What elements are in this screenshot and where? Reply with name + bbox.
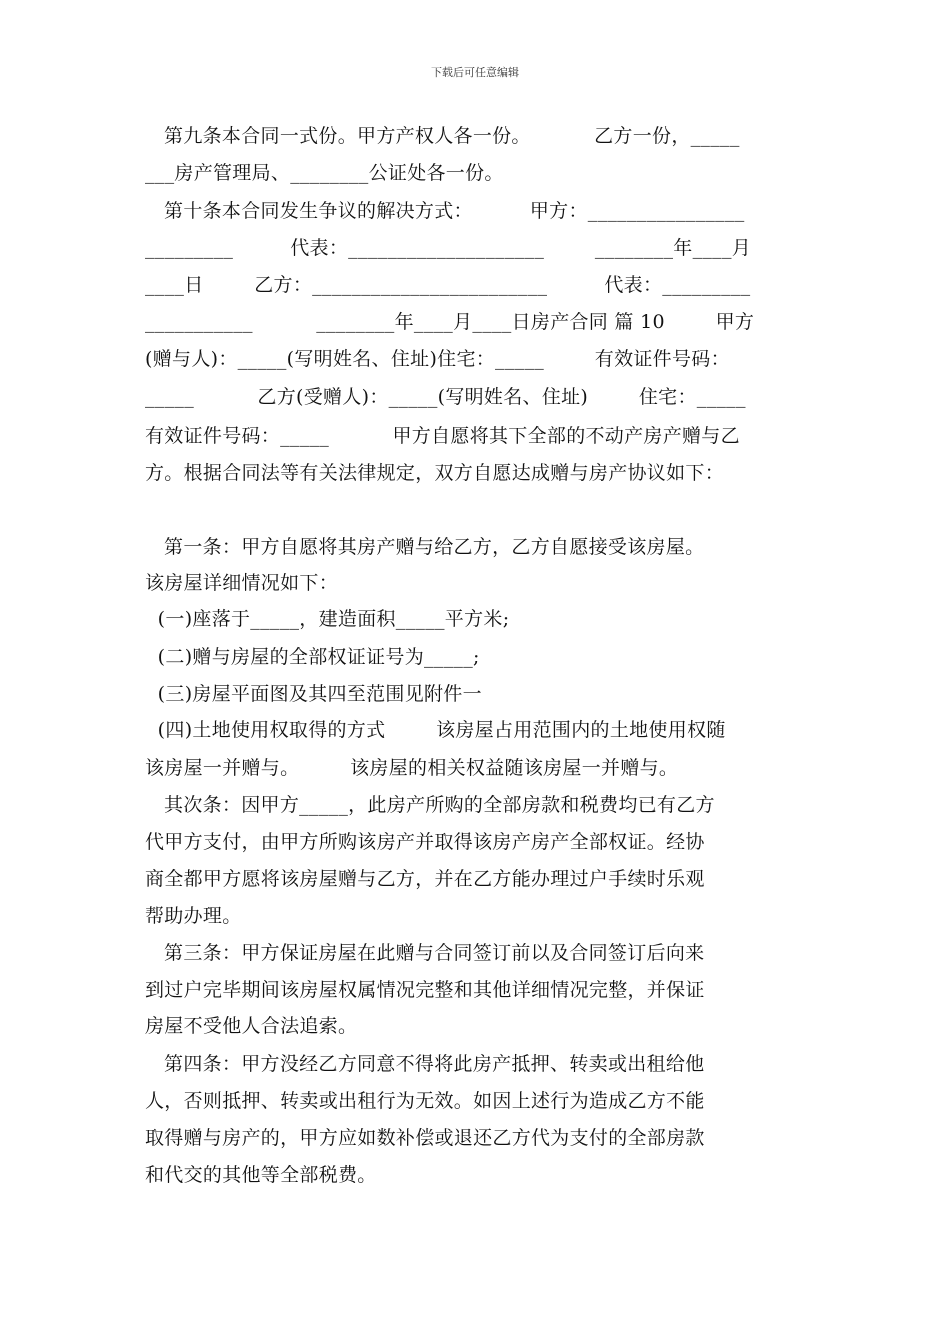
text-line: 其次条：因甲方_____，此房产所购的全部房款和税费均已有乙方 bbox=[145, 794, 715, 816]
text-line: 和代交的其他等全部税费。 bbox=[145, 1164, 377, 1186]
page-header: 下载后可任意编辑 bbox=[431, 66, 519, 79]
text-line: 第一条：甲方自愿将其房产赠与给乙方，乙方自愿接受该房屋。 bbox=[145, 536, 705, 558]
text-line: 第四条：甲方没经乙方同意不得将此房产抵押、转卖或出租给他 bbox=[145, 1053, 705, 1075]
text-line: 房屋不受他人合法追索。 bbox=[145, 1015, 358, 1037]
text-line: (二)赠与房屋的全部权证证号为_____; bbox=[145, 646, 480, 668]
text-line: ___房产管理局、________公证处各一份。 bbox=[145, 162, 504, 184]
text-line: ____日 乙方：________________________ 代表：_________ bbox=[145, 274, 751, 296]
text-line: 到过户完毕期间该房屋权属情况完整和其他详细情况完整，并保证 bbox=[145, 979, 705, 1001]
text-line: _________ 代表：____________________ ________年____月 bbox=[145, 237, 752, 259]
text-line: 第三条：甲方保证房屋在此赠与合同签订前以及合同签订后向来 bbox=[145, 942, 705, 964]
text-line: 帮助办理。 bbox=[145, 905, 242, 927]
text-line: 第十条本合同发生争议的解决方式： 甲方：________________ bbox=[145, 200, 745, 222]
text-line: 该房屋一并赠与。 该房屋的相关权益随该房屋一并赠与。 bbox=[145, 757, 679, 779]
text-line: 方。根据合同法等有关法律规定，双方自愿达成赠与房产协议如下： bbox=[145, 462, 725, 484]
text-line: (赠与人)：_____(写明姓名、住址)住宅：_____ 有效证件号码： bbox=[145, 348, 730, 370]
text-line: 有效证件号码：_____ 甲方自愿将其下全部的不动产房产赠与乙 bbox=[145, 425, 740, 447]
text-line: 人，否则抵押、转卖或出租行为无效。如因上述行为造成乙方不能 bbox=[145, 1090, 705, 1112]
text-line: (三)房屋平面图及其四至范围见附件一 bbox=[145, 683, 482, 705]
text-line: (一)座落于_____，建造面积_____平方米; bbox=[145, 608, 510, 630]
text-line: _____ 乙方(受赠人)：_____(写明姓名、住址) 住宅：_____ bbox=[145, 386, 746, 408]
text-line: 代甲方支付，由甲方所购该房产并取得该房产房产全部权证。经协 bbox=[145, 831, 705, 853]
text-line: 取得赠与房产的，甲方应如数补偿或退还乙方代为支付的全部房款 bbox=[145, 1127, 705, 1149]
text-line: 商全都甲方愿将该房屋赠与乙方，并在乙方能办理过户手续时乐观 bbox=[145, 868, 705, 890]
text-line: ___________ ________年____月____日房产合同 篇 10 甲方 bbox=[145, 311, 755, 333]
text-line: (四)土地使用权取得的方式 该房屋占用范围内的土地使用权随 bbox=[145, 719, 726, 741]
text-line: 该房屋详细情况如下： bbox=[145, 572, 339, 594]
text-line: 第九条本合同一式份。甲方产权人各一份。 乙方一份，_____ bbox=[145, 125, 740, 147]
